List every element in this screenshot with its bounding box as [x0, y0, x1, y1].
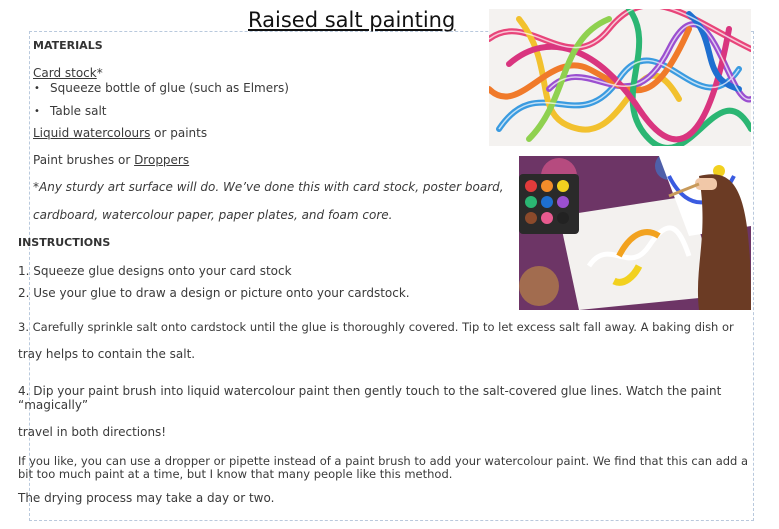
page-title: Raised salt painting	[248, 8, 456, 32]
step-4-line1: 4. Dip your paint brush into liquid watercolour paint then gently touch to the salt-covered glue lines. Watch the paint	[18, 384, 722, 398]
painting-activity-photo	[519, 156, 751, 310]
card-stock-line	[33, 66, 103, 80]
brushes-prefix: Paint brushes or	[33, 153, 135, 167]
droppers-link[interactable]: Droppers	[134, 153, 190, 167]
step-2: 2. Use your glue to draw a design or picture onto your cardstock.	[18, 286, 410, 300]
step-4-line2: “magically”	[18, 398, 89, 412]
card-stock-star: *	[96, 66, 103, 80]
liquid-line	[33, 126, 207, 140]
card-stock-link[interactable]: Card stock	[33, 66, 97, 80]
brushes-line	[33, 153, 189, 167]
bullet-icon: •	[34, 106, 40, 117]
surface-note-line2: cardboard, watercolour paper, paper plates, and foam core.	[33, 208, 393, 222]
painting-activity-image	[519, 156, 751, 310]
tip-line1: If you like, you can use a dropper or pipette instead of a paint brush to add your watercolour paint. We find that this can add a	[18, 454, 749, 468]
bullet-icon: •	[34, 83, 40, 94]
salt-swirls-photo	[489, 9, 751, 146]
drying-note: The drying process may take a day or two.	[18, 491, 275, 505]
salt-swirls-image	[489, 9, 751, 146]
materials-item-salt: Table salt	[50, 104, 107, 118]
materials-heading: MATERIALS	[33, 39, 103, 52]
surface-note-line1: *Any sturdy art surface will do. We’ve done this with card stock, poster board,	[33, 180, 504, 194]
liquid-watercolours-link[interactable]: Liquid watercolours	[33, 126, 151, 140]
step-3-line2: tray helps to contain the salt.	[18, 347, 196, 361]
liquid-rest-text: or paints	[150, 126, 208, 140]
step-1: 1. Squeeze glue designs onto your card stock	[18, 264, 292, 278]
tip-line2: bit too much paint at a time, but I know that many people like this method.	[18, 467, 453, 481]
step-3-line1: 3. Carefully sprinkle salt onto cardstock until the glue is thoroughly covered. Tip to let excess salt fall away. A baking dish or	[18, 320, 734, 334]
instructions-heading: INSTRUCTIONS	[18, 236, 111, 249]
step-4-line3: travel in both directions!	[18, 425, 167, 439]
materials-item-glue: Squeeze bottle of glue (such as Elmers)	[50, 81, 289, 95]
